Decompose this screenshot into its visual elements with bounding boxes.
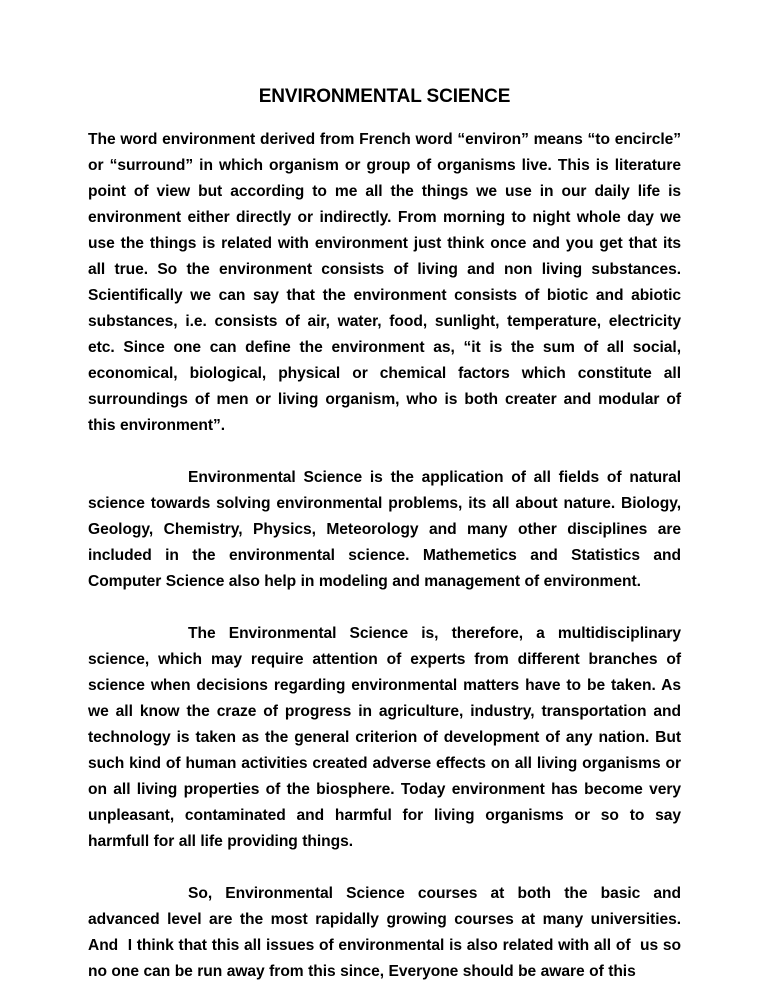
paragraph-intro: The word environment derived from French word “environ” means “to encircle” or “surround” in which organism or group of organisms live. This is literature point of view but according to me all the things we use in our daily life is environment either directly or indirectly. From morning to night whole day we use the things is related with environment just think once and you get that its all true. So the environment consists of living and non living substances. Scientifically we can say that the environment consists of biotic and abiotic substances, i.e. consists of air, water, food, sunlight, temperature, electricity etc. Since one can define the environment as, “it is the sum of all social, economical, biological, physical or chemical factors which constitute all surroundings of men or living organism, who is both creater and modular of this environment”. [88,131,686,434]
page-title: ENVIRONMENTAL SCIENCE [258,86,511,107]
paragraph-courses: So, Environmental Science courses at both the basic and advanced level are the most rapidally growing courses at many universities. And I think that this all issues of environmental is also related with all of us so no one can be run away from this since, Everyone should be aware of this [88,885,686,980]
document-text-block [88,84,686,985]
paragraph-multidisciplinary: The Environmental Science is, therefore, a multidisciplinary science, which may require attention of experts from different branches of science when decisions regarding environmental matters have to be taken. As we all know the craze of progress in agriculture, industry, transportation and technology is taken as the general criterion of development of any nation. But such kind of human activities created adverse effects on all living organisms or on all living properties of the biosphere. Today environment has become very unpleasant, contaminated and harmful for living organisms or so to say harmfull for all life providing things. [88,625,686,850]
paragraph-definition: Environmental Science is the application of all fields of natural science towards solving environmental problems, its all about nature. Biology, Geology, Chemistry, Physics, Meteorology and many other disciplines are included in the environmental science. Mathemetics and Statistics and Computer Science also help in modeling and management of environment. [88,469,686,590]
